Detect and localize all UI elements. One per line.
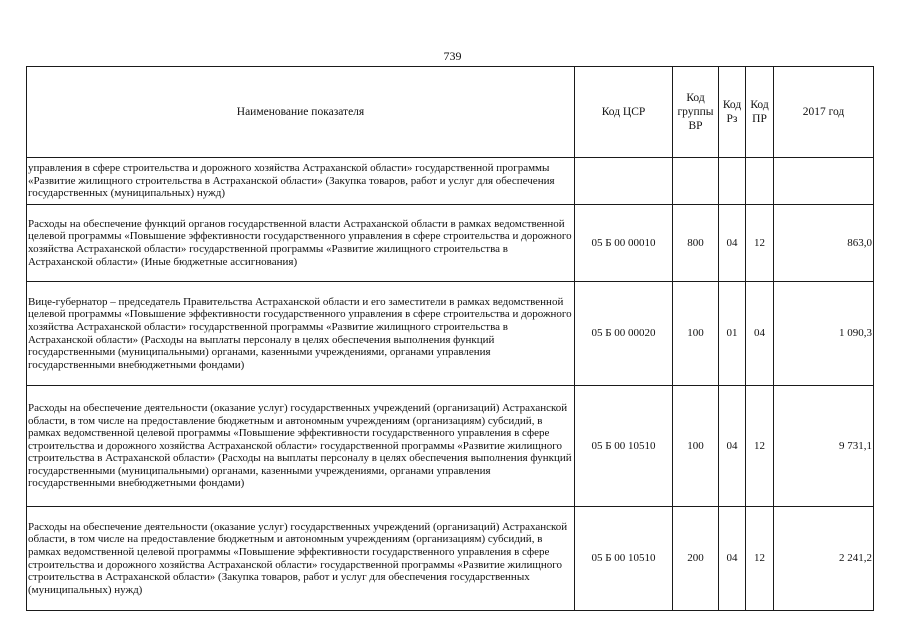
table-row bbox=[27, 158, 874, 205]
row-name: Расходы на обеспечение деятельности (оказание услуг) государственных учреждений (организаций) Астраханской области, в том числе на предоставление бюджетным и автономным учреждениям (организациям) субсидий, в рамках ведомственной целевой программы «Повышение эффективности государственного управления в сфере строительства и дорожного хозяйства Астраханской области» государственной программы «Развитие жилищного строительства в Астраханской области» (Закупка товаров, работ и услуг для обеспечения государственных (муниципальных) нужд) bbox=[27, 507, 575, 611]
row-csr-code: 05 Б 00 00010 bbox=[575, 205, 673, 282]
row-name: Расходы на обеспечение деятельности (оказание услуг) государственных учреждений (организаций) Астраханской области, в том числе на предоставление бюджетным и автономным учреждениям (организациям) субсидий, в рамках ведомственной целевой программы «Повышение эффективности государственного управления в сфере строительства и дорожного хозяйства Астраханской области» государственной программы «Развитие жилищного строительства в Астраханской области» (Расходы на выплаты персоналу в целях обеспечения выполнения функций государственными (муниципальными) органами, казенными учреждениями, органами управления государственными внебюджетными фондами) bbox=[27, 386, 575, 507]
table-row bbox=[27, 507, 874, 611]
row-pr-code: 12 bbox=[746, 205, 774, 282]
row-rz-code: 04 bbox=[719, 507, 746, 611]
row-csr-code: 05 Б 00 10510 bbox=[575, 386, 673, 507]
row-vr-code bbox=[673, 158, 719, 205]
row-amount: 863,0 bbox=[774, 205, 874, 282]
row-pr-code: 04 bbox=[746, 282, 774, 386]
table-row bbox=[27, 205, 874, 282]
table-row bbox=[27, 282, 874, 386]
budget-table bbox=[26, 66, 874, 611]
row-rz-code: 04 bbox=[719, 386, 746, 507]
row-vr-code: 100 bbox=[673, 386, 719, 507]
row-vr-code: 800 bbox=[673, 205, 719, 282]
row-rz-code: 04 bbox=[719, 205, 746, 282]
table-row bbox=[27, 386, 874, 507]
header-pr-code: Код ПР bbox=[746, 67, 774, 158]
row-vr-code: 200 bbox=[673, 507, 719, 611]
row-name: Вице-губернатор – председатель Правительства Астраханской области и его заместители в рамках ведомственной целевой программы «Повышение эффективности государственного управления в сфере строительства и дорожного хозяйства Астраханской области» государственной программы «Развитие жилищного строительства в Астраханской области» (Расходы на выплаты персоналу в целях обеспечения выполнения функций государственными (муниципальными) органами, казенными учреждениями, органами управления государственными внебюджетными фондами) bbox=[27, 282, 575, 386]
row-amount: 1 090,3 bbox=[774, 282, 874, 386]
header-vr-code: Код группы ВР bbox=[673, 67, 719, 158]
row-name: Расходы на обеспечение функций органов государственной власти Астраханской области в рамках ведомственной целевой программы «Повышение эффективности государственного управления в сфере строительства и дорожного хозяйства Астраханской области» государственной программы «Развитие жилищного строительства в Астраханской области» (Иные бюджетные ассигнования) bbox=[27, 205, 575, 282]
row-pr-code: 12 bbox=[746, 507, 774, 611]
table-header-row bbox=[27, 67, 874, 158]
header-name: Наименование показателя bbox=[27, 67, 575, 158]
row-vr-code: 100 bbox=[673, 282, 719, 386]
row-pr-code bbox=[746, 158, 774, 205]
row-amount bbox=[774, 158, 874, 205]
row-rz-code: 01 bbox=[719, 282, 746, 386]
page-number: 739 bbox=[443, 49, 462, 63]
row-amount: 2 241,2 bbox=[774, 507, 874, 611]
row-amount: 9 731,1 bbox=[774, 386, 874, 507]
row-csr-code: 05 Б 00 10510 bbox=[575, 507, 673, 611]
row-csr-code bbox=[575, 158, 673, 205]
header-csr-code: Код ЦСР bbox=[575, 67, 673, 158]
header-rz-code: Код Рз bbox=[719, 67, 746, 158]
row-csr-code: 05 Б 00 00020 bbox=[575, 282, 673, 386]
row-pr-code: 12 bbox=[746, 386, 774, 507]
header-year: 2017 год bbox=[774, 67, 874, 158]
row-rz-code bbox=[719, 158, 746, 205]
row-name: управления в сфере строительства и дорожного хозяйства Астраханской области» государственной программы «Развитие жилищного строительства в Астраханской области» (Закупка товаров, работ и услуг для обеспечения государственных (муниципальных) нужд) bbox=[27, 158, 575, 205]
